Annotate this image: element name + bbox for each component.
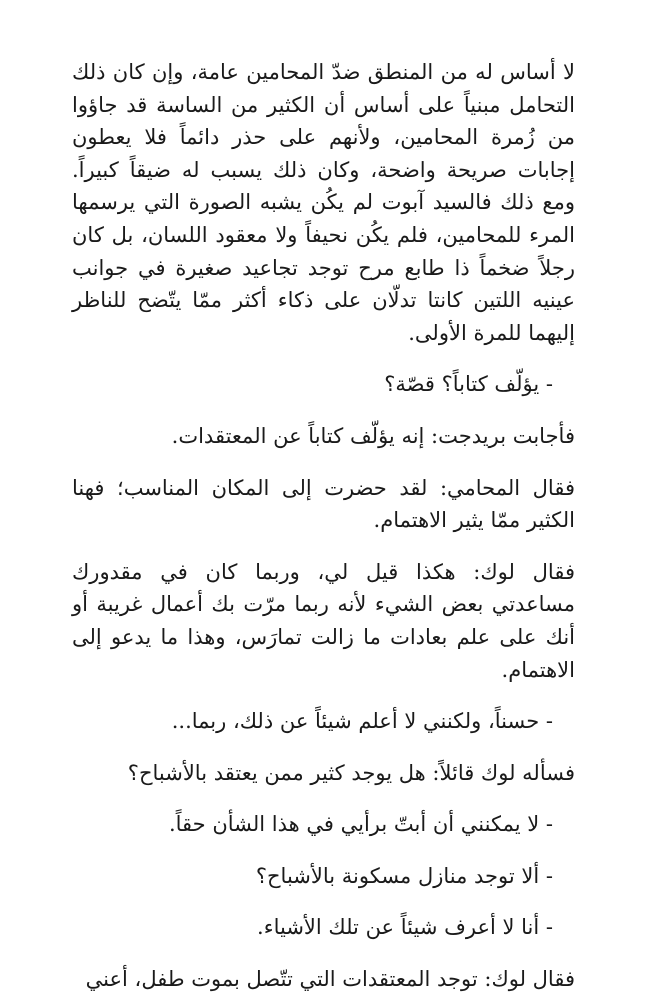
paragraph-luke-ghosts-question: فسأله لوك قائلاً: هل يوجد كثير ممن يعتقد بالأشباح؟ <box>127 760 575 785</box>
paragraph-narration-abbott: لا أساس له من المنطق ضدّ المحامين عامة، وإن كان ذلك التحامل مبنياً على أساس أن الكثير من الساسة قد جاؤوا من زُمرة المحامين، ولأنهم على حذر دائماً فلا يعطون إجابات صريحة واضحة، وكان ذلك يسبب له ضيقاً كبيراً. ومع ذلك فالسيد آبوت لم يكُن يشبه الصورة التي يرسمها المرء للمحامين، فلم يكُن نحيفاً ولا معقود اللسان، بل كان رجلاً ضخماً ذا طابع مرح توجد تجاعيد صغيرة في جوانب عينيه اللتين كانتا تدلّان على ذكاء أكثر ممّا يتّضح للناظر إليهما للمرة الأولى. <box>72 60 575 345</box>
dialogue-line-know-nothing: - أنا لا أعرف شيئاً عن تلك الأشياء. <box>257 915 553 940</box>
dialogue-line-dont-know: - حسناً، ولكنني لا أعلم شيئاً عن ذلك، ربما... <box>171 709 553 734</box>
paragraph-luke-beliefs: فقال لوك: توجد المعتقدات التي تتّصل بموت طفل، أعني <box>85 967 575 992</box>
paragraph-lawyer-reply: فقال المحامي: لقد حضرت إلى المكان المناسب؛ فهنا الكثير ممّا يثير الاهتمام. <box>72 475 575 533</box>
paragraph-luke-request: فقال لوك: هكذا قيل لي، وربما كان في مقدورك مساعدتي بعض الشيء لأنه ربما مرّت بك أعمال غريبة أو أنك على علم بعادات ما زالت تمارَس، وهذا ما يدعو إلى الاهتمام. <box>72 559 575 682</box>
dialogue-line-haunted-houses: - ألا توجد منازل مسكونة بالأشباح؟ <box>255 863 553 888</box>
dialogue-line-writing-book: - يؤلّف كتاباً؟ قصّة؟ <box>384 372 553 397</box>
dialogue-line-cannot-decide: - لا يمكنني أن أبتّ برأيي في هذا الشأن حقاً. <box>168 812 553 837</box>
paragraph-bridget-answer: فأجابت بريدجت: إنه يؤلّف كتاباً عن المعتقدات. <box>171 423 575 448</box>
